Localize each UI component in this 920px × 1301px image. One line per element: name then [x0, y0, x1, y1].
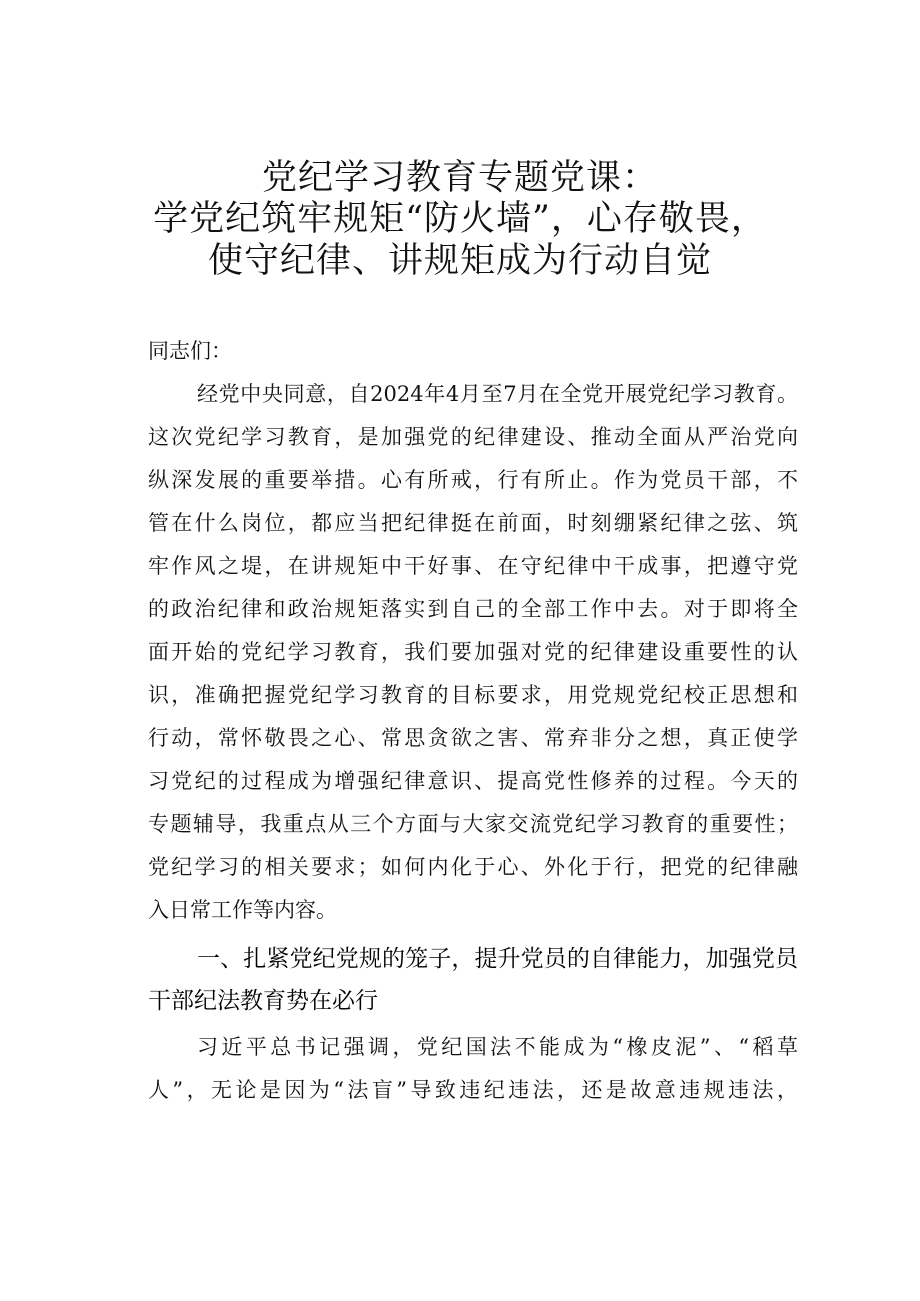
paragraph-line: 党纪学习的相关要求；如何内化于心、外化于行，把党的纪律融 [148, 855, 798, 879]
paragraph-line: 管在什么岗位，都应当把纪律挺在前面，时刻绷紧纪律之弦、筑 [148, 511, 798, 535]
section-heading-line: 一、扎紧党纪党规的笼子，提升党员的自律能力，加强党员 [197, 946, 798, 972]
paragraph-line: 习近平总书记强调，党纪国法不能成为“橡皮泥”、“稻草 [197, 1035, 798, 1059]
paragraph-line: 的政治纪律和政治规矩落实到自己的全部工作中去。对于即将全 [148, 597, 798, 621]
title-line-2: 学党纪筑牢规矩“防火墙”，心存敬畏， [153, 199, 767, 239]
paragraph-line: 入日常工作等内容。 [148, 898, 337, 922]
paragraph-line: 识，准确把握党纪学习教育的目标要求，用党规党纪校正思想和 [148, 683, 798, 707]
paragraph-line: 这次党纪学习教育，是加强党的纪律建设、推动全面从严治党向 [148, 425, 798, 449]
paragraph-line: 面开始的党纪学习教育，我们要加强对党的纪律建设重要性的认 [148, 640, 798, 664]
paragraph-line: 人”，无论是因为“法盲”导致违纪违法，还是故意违规违法， [148, 1078, 798, 1102]
paragraph-line: 行动，常怀敬畏之心、常思贪欲之害、常弃非分之想，真正使学 [148, 726, 798, 750]
paragraph-line: 纵深发展的重要举措。心有所戒，行有所止。作为党员干部，不 [148, 468, 798, 492]
paragraph-line: 习党纪的过程成为增强纪律意识、提高党性修养的过程。今天的 [148, 769, 798, 793]
salutation: 同志们： [148, 339, 232, 363]
paragraph-line: 牢作风之堤，在讲规矩中干好事、在守纪律中干成事，把遵守党 [148, 554, 798, 578]
title-line-1: 党纪学习教育专题党课： [261, 158, 658, 198]
paragraph-line: 专题辅导，我重点从三个方面与大家交流党纪学习教育的重要性； [148, 812, 798, 836]
section-heading-line: 干部纪法教育势在必行 [148, 988, 378, 1014]
paragraph-line: 经党中央同意，自2024年4月至7月在全党开展党纪学习教育。 [197, 382, 798, 406]
title-line-3: 使守纪律、讲规矩成为行动自觉 [207, 241, 712, 281]
